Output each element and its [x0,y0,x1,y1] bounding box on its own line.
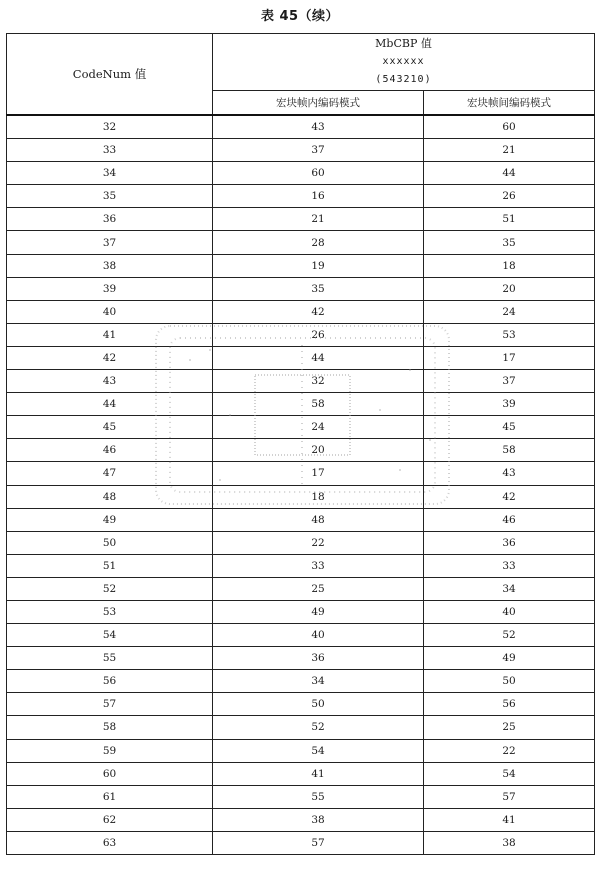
codenum-cell: 56 [7,670,213,693]
table-row [7,808,595,831]
inter-mode-cell: 37 [424,370,595,393]
inter-mode-cell: 41 [424,808,595,831]
codenum-cell: 36 [7,208,213,231]
mbcbp-bit-order: (543210) [375,74,432,85]
intra-mode-cell: 21 [213,208,424,231]
intra-mode-cell: 22 [213,531,424,554]
table-row [7,208,595,231]
intra-mode-cell: 36 [213,647,424,670]
inter-mode-cell: 34 [424,577,595,600]
inter-mode-cell: 39 [424,393,595,416]
codenum-cell: 38 [7,254,213,277]
inter-mode-cell: 18 [424,254,595,277]
table-row [7,115,595,139]
page-title: 表 45（续） [260,9,340,24]
table-row [7,300,595,323]
codenum-cell: 58 [7,716,213,739]
mbcbp-column-header [213,34,595,91]
intra-mode-cell: 37 [213,139,424,162]
codenum-cell: 55 [7,647,213,670]
inter-mode-cell: 26 [424,185,595,208]
table-row [7,139,595,162]
intra-mode-cell: 43 [213,115,424,139]
codenum-cell: 61 [7,785,213,808]
inter-mode-cell: 21 [424,139,595,162]
codenum-cell: 50 [7,531,213,554]
inter-mode-column-header: 宏块帧间编码模式 [424,91,595,116]
mbcbp-bits: xxxxxx [382,56,425,67]
inter-mode-cell: 52 [424,624,595,647]
table-row [7,554,595,577]
table-row [7,739,595,762]
codenum-cell: 35 [7,185,213,208]
codenum-cell: 32 [7,115,213,139]
table-row [7,393,595,416]
codenum-cell: 53 [7,600,213,623]
codenum-cell: 40 [7,300,213,323]
intra-mode-cell: 34 [213,670,424,693]
inter-mode-cell: 54 [424,762,595,785]
table-row [7,370,595,393]
table-row [7,531,595,554]
codenum-cell: 39 [7,277,213,300]
intra-mode-cell: 41 [213,762,424,785]
inter-mode-cell: 33 [424,554,595,577]
inter-mode-cell: 46 [424,508,595,531]
table-row [7,277,595,300]
table-row [7,577,595,600]
codenum-cell: 46 [7,439,213,462]
codenum-cell: 51 [7,554,213,577]
table-row [7,716,595,739]
codenum-cell: 42 [7,346,213,369]
intra-mode-cell: 54 [213,739,424,762]
codenum-cell: 33 [7,139,213,162]
inter-mode-cell: 49 [424,647,595,670]
intra-mode-cell: 19 [213,254,424,277]
inter-mode-cell: 53 [424,323,595,346]
intra-mode-cell: 32 [213,370,424,393]
inter-mode-cell: 57 [424,785,595,808]
table-row [7,162,595,185]
codenum-cell: 63 [7,831,213,854]
codenum-cell: 60 [7,762,213,785]
codenum-cell: 57 [7,693,213,716]
table-row [7,462,595,485]
intra-mode-cell: 28 [213,231,424,254]
codenum-cell: 37 [7,231,213,254]
inter-mode-cell: 25 [424,716,595,739]
intra-mode-cell: 20 [213,439,424,462]
table-header-row [7,34,595,91]
inter-mode-cell: 35 [424,231,595,254]
table-row [7,508,595,531]
inter-mode-cell: 44 [424,162,595,185]
table-row [7,231,595,254]
inter-mode-cell: 22 [424,739,595,762]
inter-mode-cell: 43 [424,462,595,485]
table-body [7,115,595,855]
intra-mode-cell: 18 [213,485,424,508]
intra-mode-cell: 40 [213,624,424,647]
codenum-cell: 47 [7,462,213,485]
table-row [7,485,595,508]
table-row [7,762,595,785]
codenum-cell: 52 [7,577,213,600]
inter-mode-cell: 17 [424,346,595,369]
intra-mode-cell: 58 [213,393,424,416]
inter-mode-cell: 36 [424,531,595,554]
table-row [7,254,595,277]
mbcbp-codenum-table [6,33,595,855]
table-row [7,624,595,647]
table-row [7,785,595,808]
table-row [7,600,595,623]
intra-mode-cell: 17 [213,462,424,485]
codenum-cell: 48 [7,485,213,508]
intra-mode-cell: 60 [213,162,424,185]
codenum-column-header: CodeNum 值 [7,34,213,116]
intra-mode-cell: 48 [213,508,424,531]
intra-mode-column-header: 宏块帧内编码模式 [213,91,424,116]
intra-mode-cell: 16 [213,185,424,208]
intra-mode-cell: 42 [213,300,424,323]
codenum-cell: 62 [7,808,213,831]
intra-mode-cell: 50 [213,693,424,716]
table-row [7,346,595,369]
table-row [7,185,595,208]
codenum-cell: 45 [7,416,213,439]
intra-mode-cell: 26 [213,323,424,346]
inter-mode-cell: 50 [424,670,595,693]
intra-mode-cell: 25 [213,577,424,600]
table-row [7,323,595,346]
codenum-cell: 59 [7,739,213,762]
inter-mode-cell: 51 [424,208,595,231]
table-row [7,831,595,854]
table-row [7,439,595,462]
codenum-cell: 44 [7,393,213,416]
intra-mode-cell: 49 [213,600,424,623]
intra-mode-cell: 38 [213,808,424,831]
inter-mode-cell: 56 [424,693,595,716]
inter-mode-cell: 42 [424,485,595,508]
codenum-cell: 49 [7,508,213,531]
intra-mode-cell: 33 [213,554,424,577]
intra-mode-cell: 57 [213,831,424,854]
inter-mode-cell: 20 [424,277,595,300]
table-row [7,647,595,670]
inter-mode-cell: 40 [424,600,595,623]
intra-mode-cell: 44 [213,346,424,369]
codenum-cell: 41 [7,323,213,346]
inter-mode-cell: 38 [424,831,595,854]
table-row [7,693,595,716]
inter-mode-cell: 24 [424,300,595,323]
inter-mode-cell: 45 [424,416,595,439]
table-row [7,670,595,693]
codenum-cell: 54 [7,624,213,647]
intra-mode-cell: 52 [213,716,424,739]
mbcbp-label: MbCBP 值 [375,37,432,50]
intra-mode-cell: 35 [213,277,424,300]
inter-mode-cell: 58 [424,439,595,462]
intra-mode-cell: 55 [213,785,424,808]
table-row [7,416,595,439]
codenum-cell: 43 [7,370,213,393]
intra-mode-cell: 24 [213,416,424,439]
inter-mode-cell: 60 [424,115,595,139]
codenum-cell: 34 [7,162,213,185]
